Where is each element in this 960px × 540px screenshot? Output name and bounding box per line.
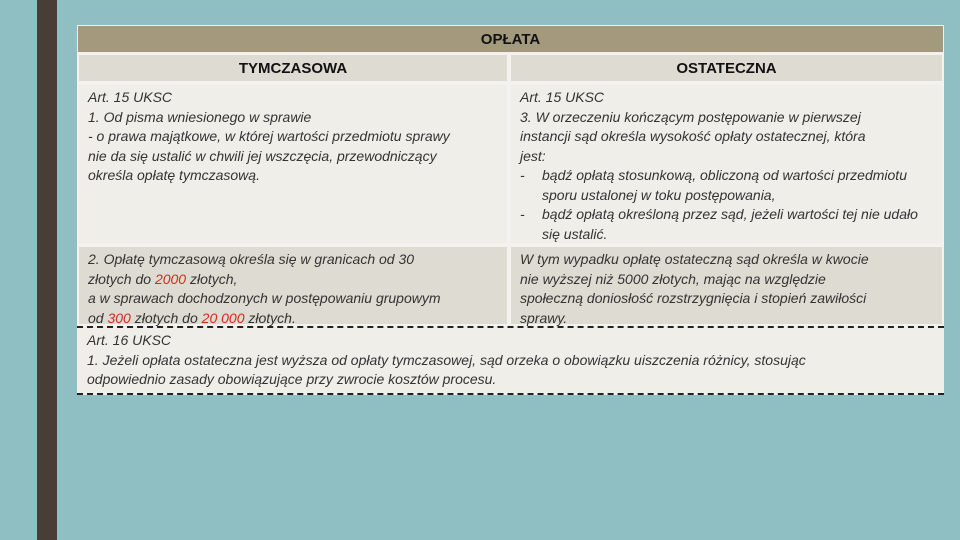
text-fragment: złotych do [88,270,155,287]
highlighted-amount: 20 000 [201,309,245,326]
text-line: odpowiednio zasady obowiązujące przy zwrocie kosztów procesu. [87,371,497,387]
text-line: społeczną doniosłość rozstrzygnięcia i stopień zawiłości [520,290,867,306]
table-grid [77,53,944,326]
text-line [88,270,499,290]
decorative-side-bar [37,0,57,540]
text-line: nie da się ustalić w chwili jej wszczęcia, przewodniczący [88,147,437,164]
highlighted-amount: 2000 [154,270,187,287]
text-fragment: złotych do [130,309,202,326]
text-line: 3. W orzeczeniu kończącym postępowanie w pierwszej [520,108,861,125]
cell-temporary-art15 [77,83,509,245]
cell-temporary-range [77,245,509,326]
text-line: a w sprawach dochodzonych w postępowaniu grupowym [88,290,441,306]
text-line: nie wyższej niż 5000 złotych, mając na względzie [520,270,826,287]
list-dash: - [520,206,525,222]
fee-table [77,25,944,395]
article-ref: Art. 15 UKSC [88,89,173,105]
list-item-text: bądź opłatą określoną przez sąd, jeżeli wartości tej nie udało się ustalić. [542,206,918,242]
text-line: 2. Opłatę tymczasową określa się w granicach od 30 [88,251,415,267]
text-line: 1. Jeżeli opłata ostateczna jest wyższa od opłaty tymczasowej, sąd orzeka o obowiązku uiszczenia różnicy, stosując [87,351,806,368]
highlighted-amount: 300 [107,309,131,326]
text-line: instancji sąd określa wysokość opłaty ostatecznej, która [520,128,866,144]
table-title: OPŁATA [77,25,944,53]
column-header-temporary: TYMCZASOWA [77,53,509,83]
text-line: W tym wypadku opłatę ostateczną sąd określa w kwocie [520,251,869,267]
list-dash: - [520,167,525,183]
text-line: sprawy. [520,309,568,326]
text-line: określa opłatę tymczasową. [88,167,260,183]
cell-final-limit [509,245,944,326]
text-line: jest: [520,147,546,164]
art16-note [77,326,944,395]
text-fragment: złotych. [244,309,296,326]
cell-final-art15 [509,83,944,245]
list-item-text: bądź opłatą stosunkową, obliczoną od wartości przedmiotu sporu ustalonej w toku postępowania, [542,167,907,203]
text-line: - o prawa majątkowe, w której wartości przedmiotu sprawy [88,128,450,144]
article-ref: Art. 16 UKSC [87,332,172,348]
text-fragment: złotych, [186,270,238,287]
text-line: 1. Od pisma wniesionego w sprawie [88,108,312,125]
article-ref: Art. 15 UKSC [520,89,605,105]
list-item [520,166,934,205]
column-header-final: OSTATECZNA [509,53,944,83]
text-line [88,309,499,329]
list-item [520,205,934,244]
text-fragment: od [88,309,108,326]
